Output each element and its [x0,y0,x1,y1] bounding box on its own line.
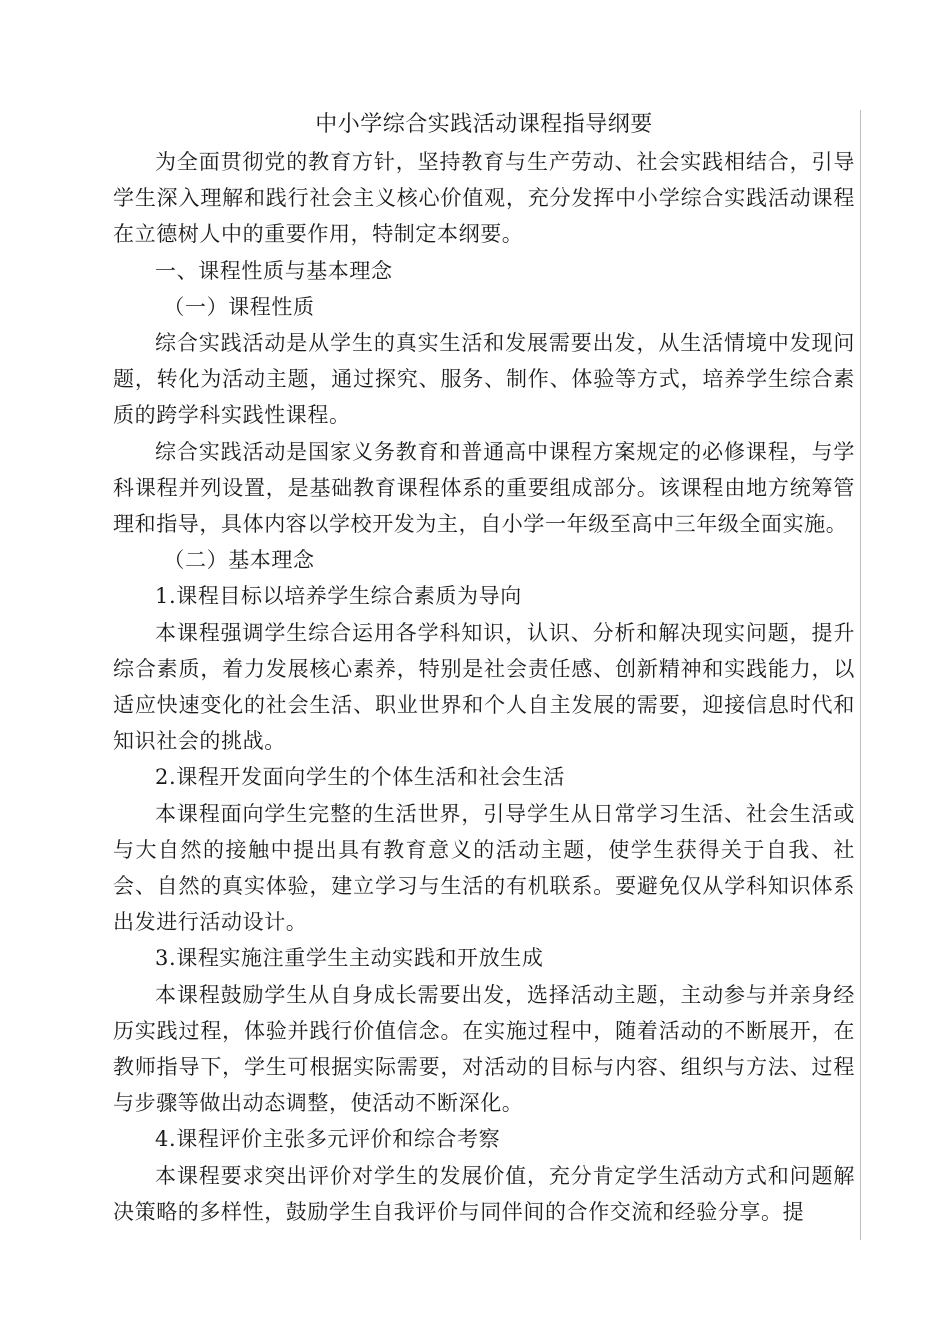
intro-paragraph: 为全面贯彻党的教育方针，坚持教育与生产劳动、社会实践相结合，引导学生深入理解和践行社会主义核心价值观，充分发挥中小学综合实践活动课程在立德树人中的重要作用，特制定本纲要。 [113,150,855,247]
concept-2-heading: 2.课程开发面向学生的个体生活和社会生活 [155,765,566,790]
section-heading-1: 一、课程性质与基本理念 [155,258,393,283]
course-nature-paragraph-1: 综合实践活动是从学生的真实生活和发展需要出发，从生活情境中发现问题，转化为活动主题，通过探究、服务、制作、体验等方式，培养学生综合素质的跨学科实践性课程。 [113,331,855,428]
concept-3-text: 本课程鼓励学生从自身成长需要出发，选择活动主题，主动参与并亲身经历实践过程，体验并践行价值信念。在实施过程中，随着活动的不断展开，在教师指导下，学生可根据实际需要，对活动的目标与内容、组织与方法、过程与步骤等做出动态调整，使活动不断深化。 [113,982,855,1116]
document-body [113,106,855,1230]
concept-1-text: 本课程强调学生综合运用各学科知识，认识、分析和解决现实问题，提升综合素质，着力发展核心素养，特别是社会责任感、创新精神和实践能力，以适应快速变化的社会生活、职业世界和个人自主发展的需要，迎接信息时代和知识社会的挑战。 [113,620,855,754]
course-nature-paragraph-2: 综合实践活动是国家义务教育和普通高中课程方案规定的必修课程，与学科课程并列设置，是基础教育课程体系的重要组成部分。该课程由地方统筹管理和指导，具体内容以学校开发为主，自小学一年级至高中三年级全面实施。 [113,439,855,537]
document-title: 中小学综合实践活动课程指导纲要 [315,112,653,137]
concept-1-heading: 1.课程目标以培养学生综合素质为导向 [155,584,522,609]
subsection-heading-course-nature: （一）课程性质 [163,294,315,319]
concept-4-heading: 4.课程评价主张多元评价和综合考察 [155,1127,501,1152]
page-margin-rule [860,110,861,1240]
concept-2-text: 本课程面向学生完整的生活世界，引导学生从日常学习生活、社会生活或与大自然的接触中提出具有教育意义的活动主题，使学生获得关于自我、社会、自然的真实体验，建立学习与生活的有机联系。要避免仅从学科知识体系出发进行活动设计。 [113,801,855,935]
concept-4-text: 本课程要求突出评价对学生的发展价值，充分肯定学生活动方式和问题解决策略的多样性，鼓励学生自我评价与同伴间的合作交流和经验分享。提 [113,1163,855,1224]
subsection-heading-basic-concepts: （二）基本理念 [163,548,315,573]
concept-3-heading: 3.课程实施注重学生主动实践和开放生成 [155,946,544,971]
